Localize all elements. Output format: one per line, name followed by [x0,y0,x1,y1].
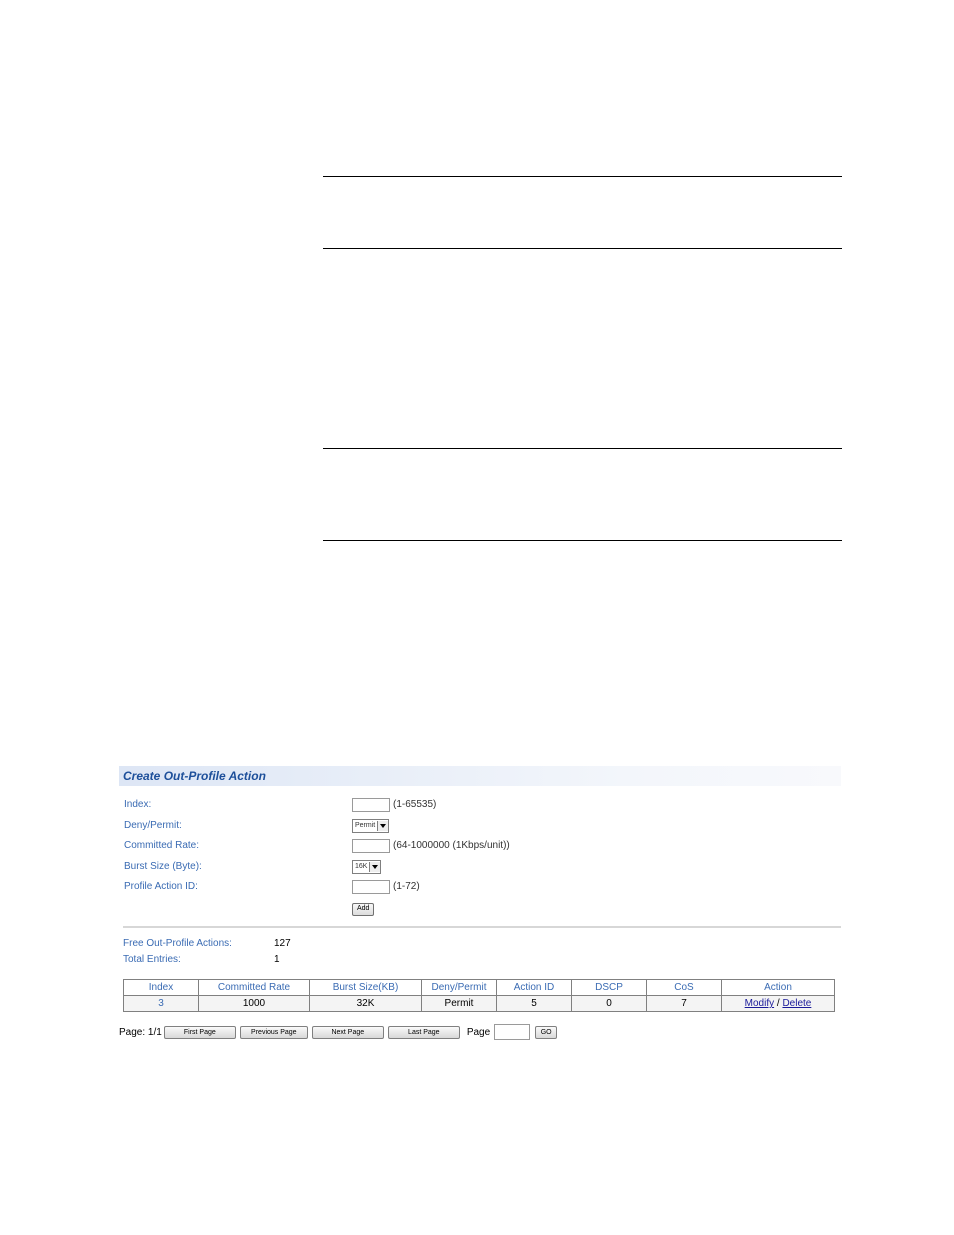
committed-rate-hint: (64-1000000 (1Kbps/unit)) [393,840,510,851]
table-row [124,996,835,1012]
deny-permit-select[interactable] [352,819,389,833]
go-button[interactable]: GO [535,1026,557,1039]
action-separator: / [776,998,780,1009]
deny-permit-selected: Permit [355,822,376,829]
column-header-cos: CoS [647,980,722,996]
burst-size-selected: 16K [355,863,368,870]
dropdown-arrow-icon[interactable] [377,821,388,831]
total-entries-label: Total Entries: [123,954,181,965]
cell-index: 3 [124,996,199,1012]
modify-link[interactable]: Modify [744,998,775,1009]
cell-burst-size: 32K [310,996,422,1012]
divider-line-4 [323,540,842,541]
total-entries-value: 1 [274,954,280,965]
free-actions-value: 127 [274,938,291,949]
profile-action-id-control [352,878,420,896]
dropdown-arrow-icon[interactable] [369,862,380,872]
committed-rate-input[interactable] [352,839,390,853]
cell-deny-permit: Permit [422,996,497,1012]
free-actions-label: Free Out-Profile Actions: [123,938,232,949]
burst-size-select[interactable] [352,860,381,874]
profile-action-id-input[interactable] [352,880,390,894]
column-header-deny-permit: Deny/Permit [422,980,497,996]
next-page-button[interactable]: Next Page [312,1026,384,1039]
divider-line-2 [323,248,842,249]
last-page-button[interactable]: Last Page [388,1026,460,1039]
cell-action [722,996,835,1012]
previous-page-button[interactable]: Previous Page [240,1026,308,1039]
profile-action-id-hint: (1-72) [393,881,420,892]
cell-action-id: 5 [497,996,572,1012]
column-header-committed-rate: Committed Rate [199,980,310,996]
column-header-action: Action [722,980,835,996]
cell-dscp: 0 [572,996,647,1012]
page-number-input[interactable] [494,1024,530,1040]
index-hint: (1-65535) [393,799,437,810]
section-separator [123,926,841,928]
column-header-index: Index [124,980,199,996]
page-info: Page: 1/1 [119,1026,162,1038]
burst-size-label: Burst Size (Byte): [124,861,202,872]
page-label: Page [466,1026,491,1038]
add-button[interactable]: Add [352,903,374,916]
column-header-action-id: Action ID [497,980,572,996]
index-input[interactable] [352,798,390,812]
add-control [352,900,374,918]
panel-title: Create Out-Profile Action [119,766,841,786]
profile-action-id-label: Profile Action ID: [124,881,198,892]
column-header-dscp: DSCP [572,980,647,996]
index-label: Index: [124,799,152,810]
column-header-burst-size: Burst Size(KB) [310,980,422,996]
delete-link[interactable]: Delete [782,998,812,1009]
cell-cos: 7 [647,996,722,1012]
committed-rate-label: Committed Rate: [124,840,200,851]
deny-permit-control [352,817,389,835]
out-profile-actions-table [123,979,835,1012]
create-out-profile-action-panel [119,766,841,1038]
committed-rate-control [352,837,510,855]
burst-size-control [352,858,381,876]
pagination-bar [119,1025,561,1039]
divider-line-3 [323,448,842,449]
index-control [352,796,436,814]
divider-line-1 [323,176,842,177]
first-page-button[interactable]: First Page [164,1026,236,1039]
deny-permit-label: Deny/Permit: [124,820,182,831]
table-header-row [124,980,835,996]
cell-committed-rate: 1000 [199,996,310,1012]
